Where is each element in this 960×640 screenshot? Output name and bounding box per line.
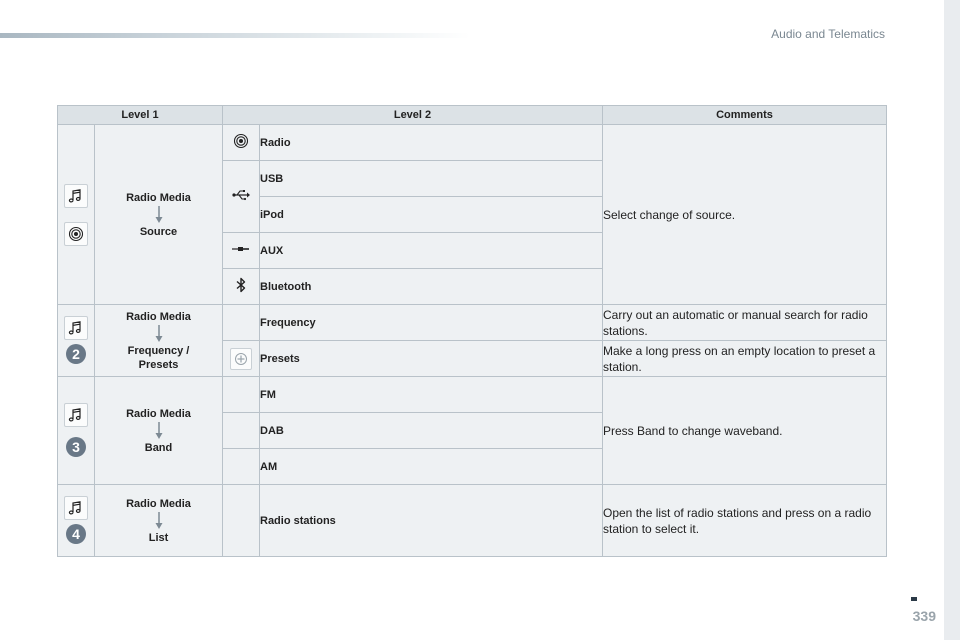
group3-comment: Press Band to change waveband. <box>603 377 887 485</box>
level1-label: Radio Media <box>126 310 191 323</box>
level2-item-presets: Presets <box>260 341 603 377</box>
level2-icon-cell <box>223 161 260 233</box>
level2-item-frequency: Frequency <box>260 305 603 341</box>
group3-level1 <box>95 377 223 485</box>
level2-icon-cell <box>223 449 260 485</box>
level1-sub-label: Band <box>144 441 173 454</box>
level2-icon-cell <box>223 377 260 413</box>
level1-sub-label: Source <box>139 225 178 238</box>
level2-icon-cell <box>223 125 260 161</box>
level1-label: Radio Media <box>126 191 191 204</box>
table-header-row <box>58 106 887 125</box>
usb-icon <box>232 189 250 201</box>
level2-icon-cell <box>223 269 260 305</box>
group1-comment: Select change of source. <box>603 125 887 305</box>
group4-level1 <box>95 485 223 557</box>
level2-item-radio: Radio <box>260 125 603 161</box>
header-rule <box>0 33 470 38</box>
music-note-icon <box>64 403 88 427</box>
group1-icons <box>58 125 95 305</box>
music-note-icon <box>64 316 88 340</box>
group4-comment: Open the list of radio stations and press on a radio station to select it. <box>603 485 887 557</box>
level2-item-am: AM <box>260 449 603 485</box>
group1-level1 <box>95 125 223 305</box>
level2-item-dab: DAB <box>260 413 603 449</box>
music-note-icon <box>64 496 88 520</box>
level1-sub-label: Presets <box>138 358 179 371</box>
level2-item-fm: FM <box>260 377 603 413</box>
level2-icon-cell <box>223 485 260 557</box>
level1-label: Radio Media <box>126 407 191 420</box>
column-header-level1: Level 1 <box>58 106 223 125</box>
group4-icons <box>58 485 95 557</box>
arrow-down-icon <box>155 512 163 530</box>
level2-icon-cell <box>223 341 260 377</box>
page-edge-strip <box>944 0 960 640</box>
table-row <box>58 485 887 557</box>
level2-icon-cell <box>223 233 260 269</box>
group2-level1 <box>95 305 223 377</box>
step-badge: 2 <box>66 344 86 364</box>
column-header-comments: Comments <box>603 106 887 125</box>
page-corner-mark <box>911 597 917 601</box>
level2-item-usb: USB <box>260 161 603 197</box>
arrow-down-icon <box>155 422 163 440</box>
music-note-icon <box>64 184 88 208</box>
level2-item-radio-stations: Radio stations <box>260 485 603 557</box>
radio-wave-icon <box>64 222 88 246</box>
section-title: Audio and Telematics <box>771 27 885 41</box>
level2-icon-cell <box>223 413 260 449</box>
table-row <box>58 125 887 161</box>
level2-item-ipod: iPod <box>260 197 603 233</box>
table-row <box>58 377 887 413</box>
step-badge: 4 <box>66 524 86 544</box>
preset-star-icon <box>230 348 252 370</box>
level2-item-aux: AUX <box>260 233 603 269</box>
group3-icons <box>58 377 95 485</box>
menu-table <box>57 105 887 557</box>
column-header-level2: Level 2 <box>223 106 603 125</box>
arrow-down-icon <box>155 325 163 343</box>
arrow-down-icon <box>155 206 163 224</box>
presets-comment: Make a long press on an empty location to preset a station. <box>603 341 887 377</box>
aux-jack-icon <box>232 244 250 254</box>
frequency-comment: Carry out an automatic or manual search for radio stations. <box>603 305 887 341</box>
level1-sub-label: Frequency / <box>127 344 190 357</box>
radio-wave-icon <box>233 133 249 149</box>
bluetooth-icon <box>235 277 247 293</box>
table-row <box>58 305 887 341</box>
level1-sub-label: List <box>148 531 169 544</box>
page-number: 339 <box>912 608 936 624</box>
step-badge: 3 <box>66 437 86 457</box>
group2-icons <box>58 305 95 377</box>
level2-icon-cell <box>223 305 260 341</box>
level2-item-bluetooth: Bluetooth <box>260 269 603 305</box>
level1-label: Radio Media <box>126 497 191 510</box>
